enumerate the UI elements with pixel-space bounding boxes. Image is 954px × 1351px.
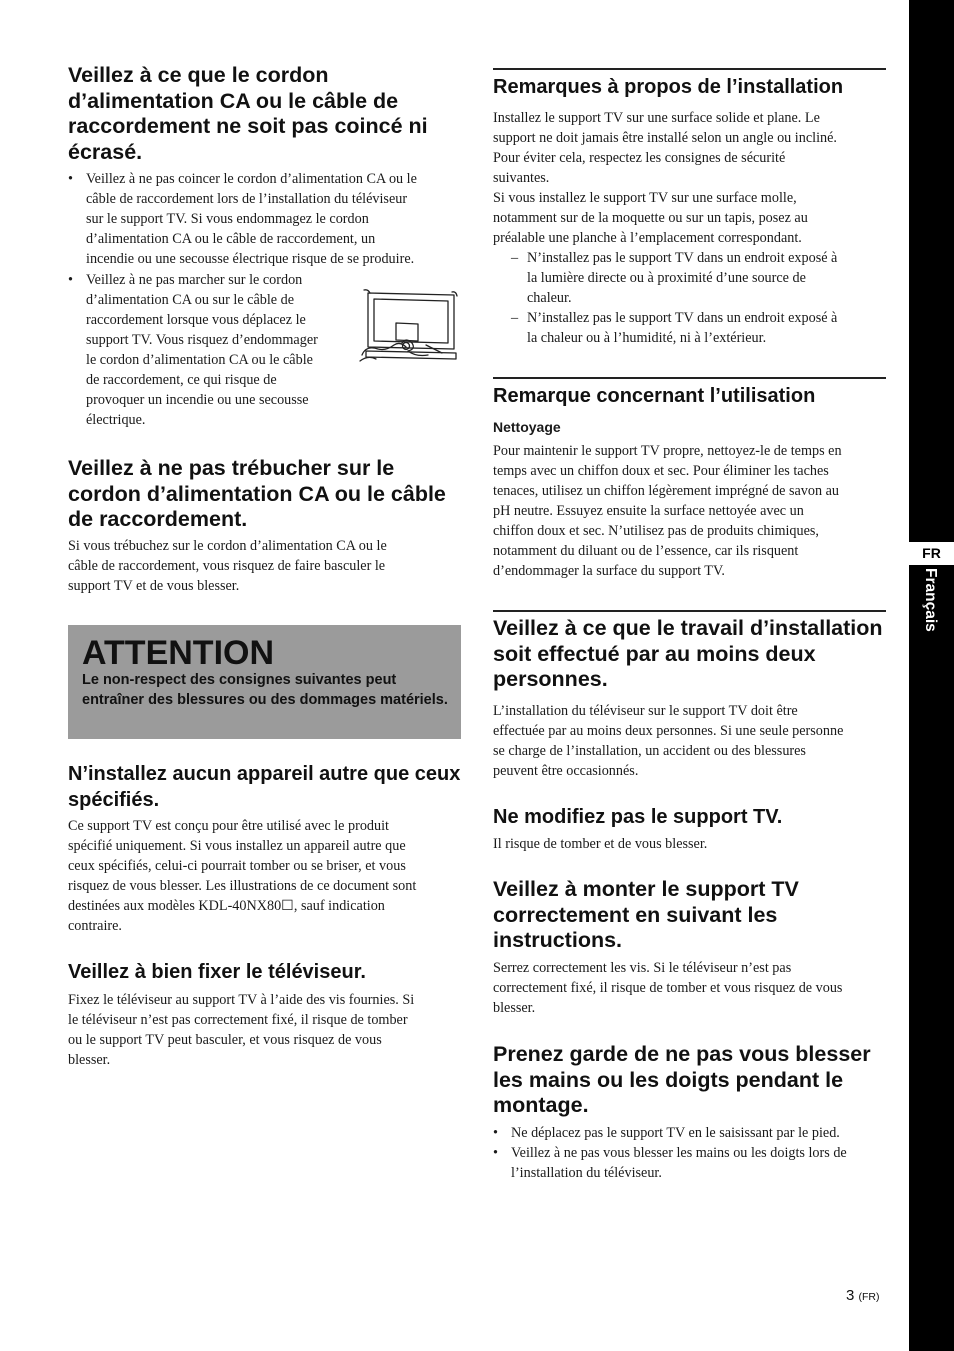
text-line: Fixez le téléviseur au support TV à l’aide des vis fournies. Si: [68, 992, 415, 1008]
text-line: câble de raccordement, vous risquez de faire basculer le: [68, 558, 386, 574]
text-line: risquez de vous blesser. Les illustrations de ce document sont: [68, 878, 417, 894]
text-line: électrique.: [86, 412, 146, 428]
section-heading-hands-fingers: Prenez garde de ne pas vous blesser les mains ou les doigts pendant le montage.: [493, 1042, 871, 1117]
attention-text: Le non-respect des consignes suivantes peut entraîner des blessures ou des dommages matériels.: [82, 672, 448, 708]
text-line: correctement fixé, il risque de tomber et vous risquez de vous: [493, 980, 843, 996]
attention-title: ATTENTION: [82, 634, 275, 672]
section-heading-no-other-device: N’installez aucun appareil autre que ceux spécifiés.: [68, 763, 461, 811]
text-line: chiffon doux et sec. N’utilisez pas de produits chimiques,: [493, 523, 819, 539]
text-line: blesser.: [68, 1052, 111, 1068]
section-heading-trip-cord: Veillez à ne pas trébucher sur le cordon d’alimentation CA ou le câble de raccordement.: [68, 456, 446, 531]
tv-cord-illustration: [356, 285, 462, 371]
text-line: N’installez pas le support TV dans un endroit exposé à: [527, 310, 838, 326]
text-line: se charge de l’installation, un accident ou des blessures: [493, 743, 806, 759]
paragraph: Il risque de tomber et de vous blesser.: [493, 836, 708, 852]
section-heading-fix-tv: Veillez à bien fixer le téléviseur.: [68, 961, 366, 983]
text-line: ou le support TV peut basculer, et vous risquez de vous: [68, 1032, 382, 1048]
text-line: de raccordement, ce qui risque de: [86, 372, 277, 388]
language-side-tab: [909, 0, 954, 1351]
text-line: provoquer un incendie ou une secousse: [86, 392, 309, 408]
page-number-suffix: (FR): [858, 1291, 880, 1303]
text-line: temps avec un chiffon doux et sec. Pour éliminer les taches: [493, 463, 829, 479]
text-line: Serrez correctement les vis. Si le téléviseur n’est pas: [493, 960, 792, 976]
text-line: la lumière directe ou à proximité d’une source de: [527, 270, 806, 286]
text-line: Ne déplacez pas le support TV en le saisissant par le pied.: [511, 1125, 840, 1141]
paragraph: [68, 536, 461, 596]
section-heading-mount-correctly: Veillez à monter le support TV correctement en suivant les instructions.: [493, 877, 799, 952]
section-heading-two-people: Veillez à ce que le travail d’installation soit effectué par au moins deux personnes.: [493, 610, 886, 693]
text-line: l’installation du téléviseur.: [511, 1165, 662, 1181]
text-line: raccordement lorsque vous déplacez le: [86, 312, 306, 328]
text-line: la chaleur ou à l’humidité, ni à l’extérieur.: [527, 330, 767, 346]
text-line: support TV. Vous risquez d’endommager: [86, 332, 318, 348]
text-line: effectuée par au moins deux personnes. Si une seule personne: [493, 723, 844, 739]
section-heading-do-not-modify: Ne modifiez pas le support TV.: [493, 806, 783, 828]
text-line: L’installation du téléviseur sur le support TV doit être: [493, 703, 798, 719]
paragraph: [493, 441, 886, 581]
page-number: [846, 1287, 880, 1304]
text-line: le cordon d’alimentation CA ou le câble: [86, 352, 313, 368]
text-line: support ne doit jamais être installé selon un angle ou incliné.: [493, 130, 837, 146]
text-line: Installez le support TV sur une surface solide et plane. Le: [493, 110, 820, 126]
text-line: tenaces, utilisez un chiffon légèrement imprégné de savon au: [493, 483, 840, 499]
section-heading-cord-crush: Veillez à ce que le cordon d’alimentation CA ou le câble de raccordement ne soit pas coincé ni écrasé.: [68, 63, 428, 164]
text-line: ceux spécifiés, celui-ci pourrait tomber ou se briser, et vous: [68, 858, 406, 874]
paragraph: [68, 816, 461, 936]
paragraph: [493, 701, 886, 781]
text-line: d’alimentation CA ou sur le câble de: [86, 292, 295, 308]
text-line: le téléviseur n’est pas correctement fixé, il risque de tomber: [68, 1012, 408, 1028]
page-number-value: 3: [846, 1287, 855, 1304]
language-code-badge: FR: [909, 542, 954, 565]
attention-box: [68, 625, 461, 739]
text-line: incendie ou une secousse électrique risque de se produire.: [86, 251, 415, 267]
text-line: support TV et de vous blesser.: [68, 578, 240, 594]
text-line: chaleur.: [527, 290, 572, 306]
text-line: suivantes.: [493, 170, 550, 186]
text-line: pH neutre. Essuyez ensuite la surface nettoyée avec un: [493, 503, 804, 519]
text-line: Ce support TV est conçu pour être utilisé avec le produit: [68, 818, 389, 834]
text-line: Pour maintenir le support TV propre, nettoyez-le de temps en: [493, 443, 842, 459]
text-line: Si vous installez le support TV sur une surface molle,: [493, 190, 797, 206]
section-heading-installation-notes: Remarques à propos de l’installation: [493, 68, 886, 100]
language-label: Français: [922, 568, 939, 632]
text-line: notamment sur de la moquette ou sur un tapis, posez au: [493, 210, 808, 226]
paragraph: [493, 958, 886, 1018]
text-line: Si vous trébuchez sur le cordon d’alimentation CA ou le: [68, 538, 387, 554]
text-line: Veillez à ne pas coincer le cordon d’alimentation CA ou le: [86, 171, 417, 187]
text-line: Pour éviter cela, respectez les consignes de sécurité: [493, 150, 786, 166]
text-line: d’endommager la surface du support TV.: [493, 563, 725, 579]
text-line: N’installez pas le support TV dans un endroit exposé à: [527, 250, 838, 266]
text-line: câble de raccordement lors de l’installation du téléviseur: [86, 191, 408, 207]
text-line: peuvent être occasionnés.: [493, 763, 639, 779]
text-line: destinées aux modèles KDL-40NX80☐, sauf indication: [68, 898, 385, 914]
text-line: notamment du diluant ou de l’essence, car ils risquent: [493, 543, 799, 559]
text-line: blesser.: [493, 1000, 536, 1016]
text-line: Veillez à ne pas vous blesser les mains ou les doigts lors de: [511, 1145, 847, 1161]
text-line: spécifié uniquement. Si vous installez un appareil autre que: [68, 838, 406, 854]
section-heading-usage-note: Remarque concernant l’utilisation: [493, 377, 886, 409]
subheading-cleaning: Nettoyage: [493, 419, 561, 435]
text-line: contraire.: [68, 918, 122, 934]
text-line: d’alimentation CA ou le câble de raccordement, un: [86, 231, 376, 247]
paragraph: [493, 108, 886, 248]
paragraph: [68, 990, 461, 1070]
text-line: Veillez à ne pas marcher sur le cordon: [86, 272, 303, 288]
text-line: sur le support TV. Si vous endommagez le cordon: [86, 211, 369, 227]
text-line: préalable une planche à l’emplacement correspondant.: [493, 230, 802, 246]
